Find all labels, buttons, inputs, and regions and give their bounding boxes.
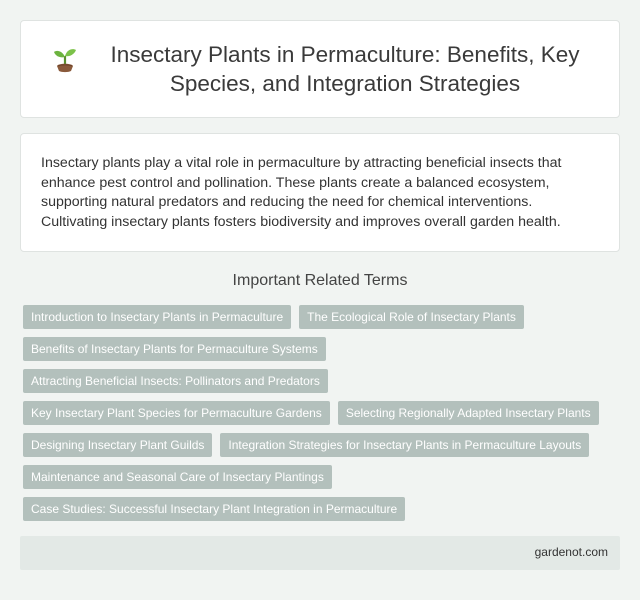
related-terms-list bbox=[23, 305, 623, 529]
related-terms-heading: Important Related Terms bbox=[232, 272, 408, 289]
related-terms-row bbox=[23, 305, 623, 329]
sprout-icon bbox=[50, 44, 80, 74]
footer bbox=[20, 536, 620, 570]
related-terms-row bbox=[23, 465, 623, 489]
page-title: Insectary Plants in Permaculture: Benefits, Key Species, and Integration Strategies bbox=[110, 42, 580, 96]
related-term-tag[interactable]: Case Studies: Successful Insectary Plant Integration in Permaculture bbox=[23, 497, 405, 521]
description-card bbox=[20, 133, 620, 252]
related-term-tag[interactable]: Attracting Beneficial Insects: Pollinators and Predators bbox=[23, 369, 328, 393]
related-term-tag[interactable]: The Ecological Role of Insectary Plants bbox=[299, 305, 524, 329]
related-terms-row bbox=[23, 369, 623, 393]
related-term-tag[interactable]: Benefits of Insectary Plants for Permaculture Systems bbox=[23, 337, 326, 361]
related-term-tag[interactable]: Maintenance and Seasonal Care of Insectary Plantings bbox=[23, 465, 332, 489]
related-term-tag[interactable]: Designing Insectary Plant Guilds bbox=[23, 433, 212, 457]
related-term-tag[interactable]: Selecting Regionally Adapted Insectary Plants bbox=[338, 401, 599, 425]
related-terms-row bbox=[23, 433, 623, 457]
description-text: Insectary plants play a vital role in permaculture by attracting beneficial insects that enhance pest control and pollination. These plants create a balanced ecosystem, supporting natural predators and reducing the need for chemical interventions. Cultivating insectary plants fosters biodiversity and improves overall garden health. bbox=[41, 155, 562, 230]
related-terms-row bbox=[23, 497, 623, 521]
related-terms-row bbox=[23, 337, 623, 361]
title-card bbox=[20, 20, 620, 118]
related-terms-row bbox=[23, 401, 623, 425]
related-term-tag[interactable]: Integration Strategies for Insectary Plants in Permaculture Layouts bbox=[220, 433, 589, 457]
footer-site-link[interactable]: gardenot.com bbox=[534, 545, 608, 559]
title-wrap bbox=[50, 40, 590, 98]
related-term-tag[interactable]: Introduction to Insectary Plants in Permaculture bbox=[23, 305, 291, 329]
related-term-tag[interactable]: Key Insectary Plant Species for Permaculture Gardens bbox=[23, 401, 330, 425]
